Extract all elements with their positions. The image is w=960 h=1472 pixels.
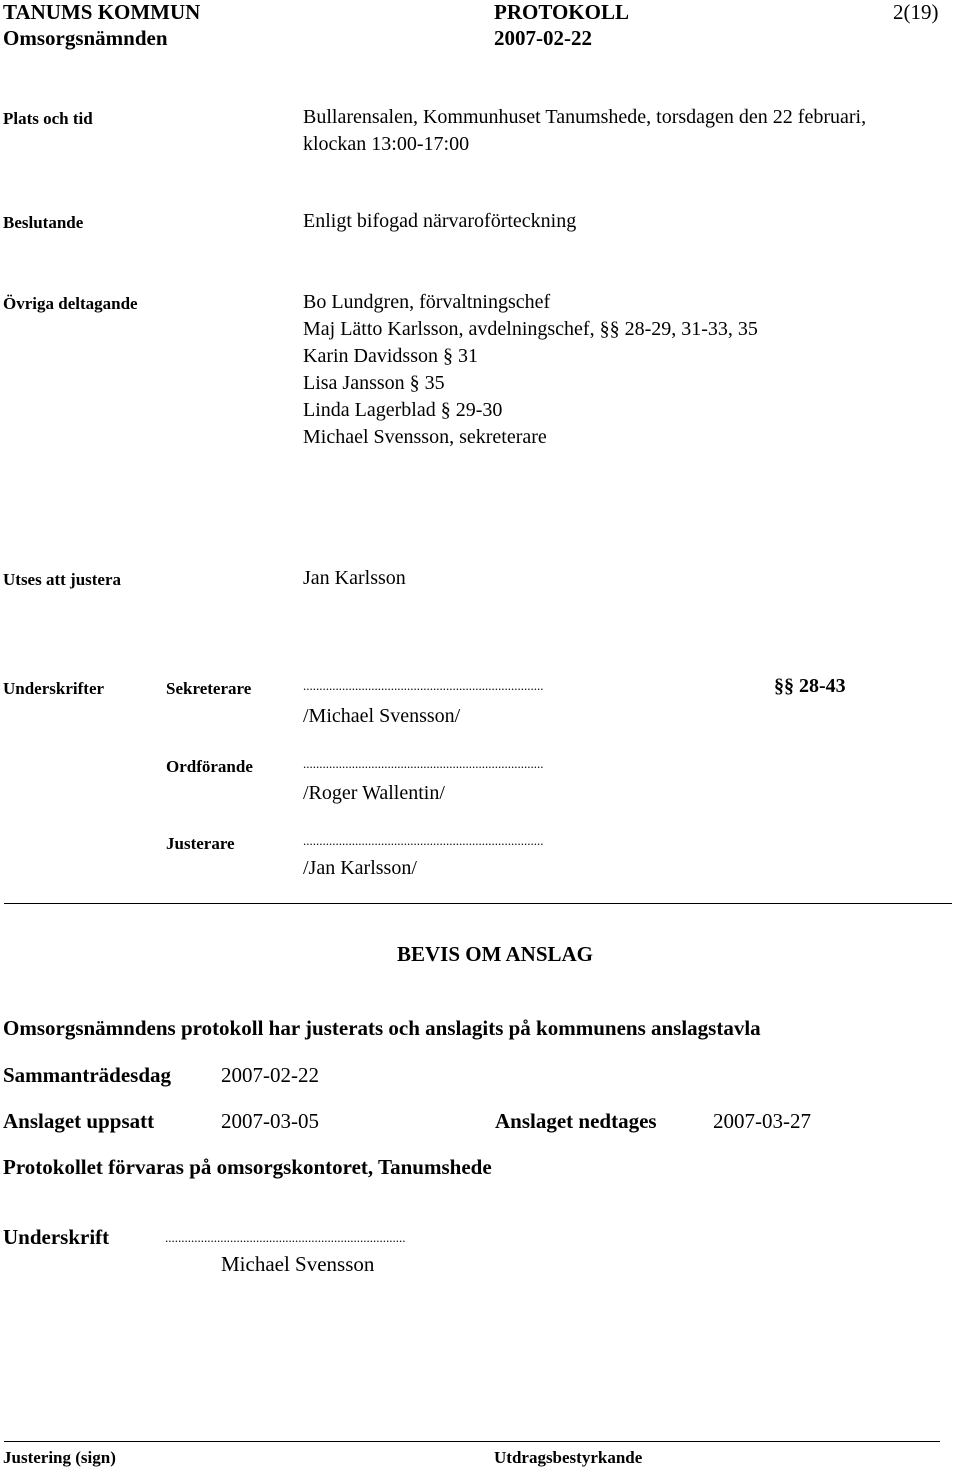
secretary-name: /Michael Svensson/ bbox=[303, 705, 461, 727]
secretary-paragraphs: §§ 28-43 bbox=[774, 675, 846, 697]
notice-statement: Omsorgsnämndens protokoll har justerats och anslagits på kommunens anslagstavla bbox=[3, 1016, 761, 1040]
org-name: TANUMS KOMMUN bbox=[3, 0, 201, 24]
secretary-signature-line: .......................................................................... bbox=[303, 678, 544, 693]
secretary-label: Sekreterare bbox=[166, 679, 252, 698]
sign-signature-line: .......................................................................... bbox=[165, 1230, 406, 1245]
removed-date: 2007-03-27 bbox=[713, 1109, 811, 1133]
section-divider bbox=[4, 903, 952, 904]
adjust-label: Utses att justera bbox=[3, 570, 122, 589]
chair-signature-line: .......................................................................... bbox=[303, 756, 544, 771]
others-line-6: Michael Svensson, sekreterare bbox=[303, 426, 547, 448]
signatures-label: Underskrifter bbox=[3, 679, 105, 698]
others-line-1: Bo Lundgren, förvaltningschef bbox=[303, 291, 551, 313]
others-line-2: Maj Lätto Karlsson, avdelningschef, §§ 28-29, 31-33, 35 bbox=[303, 318, 758, 340]
sign-name: Michael Svensson bbox=[221, 1252, 375, 1276]
notice-title: BEVIS OM ANSLAG bbox=[396, 942, 594, 966]
doc-type: PROTOKOLL bbox=[494, 0, 629, 24]
meeting-label: Sammanträdesdag bbox=[3, 1063, 172, 1087]
page-number: 2(19) bbox=[893, 0, 939, 24]
decision-label: Beslutande bbox=[3, 213, 84, 232]
adjust-value: Jan Karlsson bbox=[303, 567, 406, 589]
adjuster-name: /Jan Karlsson/ bbox=[303, 857, 417, 879]
header-date: 2007-02-22 bbox=[494, 26, 592, 50]
others-line-5: Linda Lagerblad § 29-30 bbox=[303, 399, 503, 421]
storage-statement: Protokollet förvaras på omsorgskontoret, Tanumshede bbox=[3, 1155, 492, 1179]
posted-label: Anslaget uppsatt bbox=[3, 1109, 155, 1133]
others-line-4: Lisa Jansson § 35 bbox=[303, 372, 445, 394]
place-label: Plats och tid bbox=[3, 109, 93, 128]
footer-divider bbox=[4, 1441, 940, 1442]
footer-extract-cert: Utdragsbestyrkande bbox=[494, 1448, 643, 1467]
footer-adjust-sign: Justering (sign) bbox=[3, 1448, 116, 1467]
removed-label: Anslaget nedtages bbox=[495, 1109, 657, 1133]
committee-name: Omsorgsnämnden bbox=[3, 26, 168, 50]
adjuster-label: Justerare bbox=[166, 834, 235, 853]
place-line-2: klockan 13:00-17:00 bbox=[303, 133, 470, 155]
posted-date: 2007-03-05 bbox=[221, 1109, 319, 1133]
chair-name: /Roger Wallentin/ bbox=[303, 782, 445, 804]
place-line-1: Bullarensalen, Kommunhuset Tanumshede, torsdagen den 22 februari, bbox=[303, 106, 867, 128]
chair-label: Ordförande bbox=[166, 757, 253, 776]
meeting-date: 2007-02-22 bbox=[221, 1063, 319, 1087]
adjuster-signature-line: .......................................................................... bbox=[303, 833, 544, 848]
others-line-3: Karin Davidsson § 31 bbox=[303, 345, 478, 367]
decision-value: Enligt bifogad närvaroförteckning bbox=[303, 210, 577, 232]
sign-label: Underskrift bbox=[3, 1225, 110, 1249]
others-label: Övriga deltagande bbox=[3, 294, 138, 313]
